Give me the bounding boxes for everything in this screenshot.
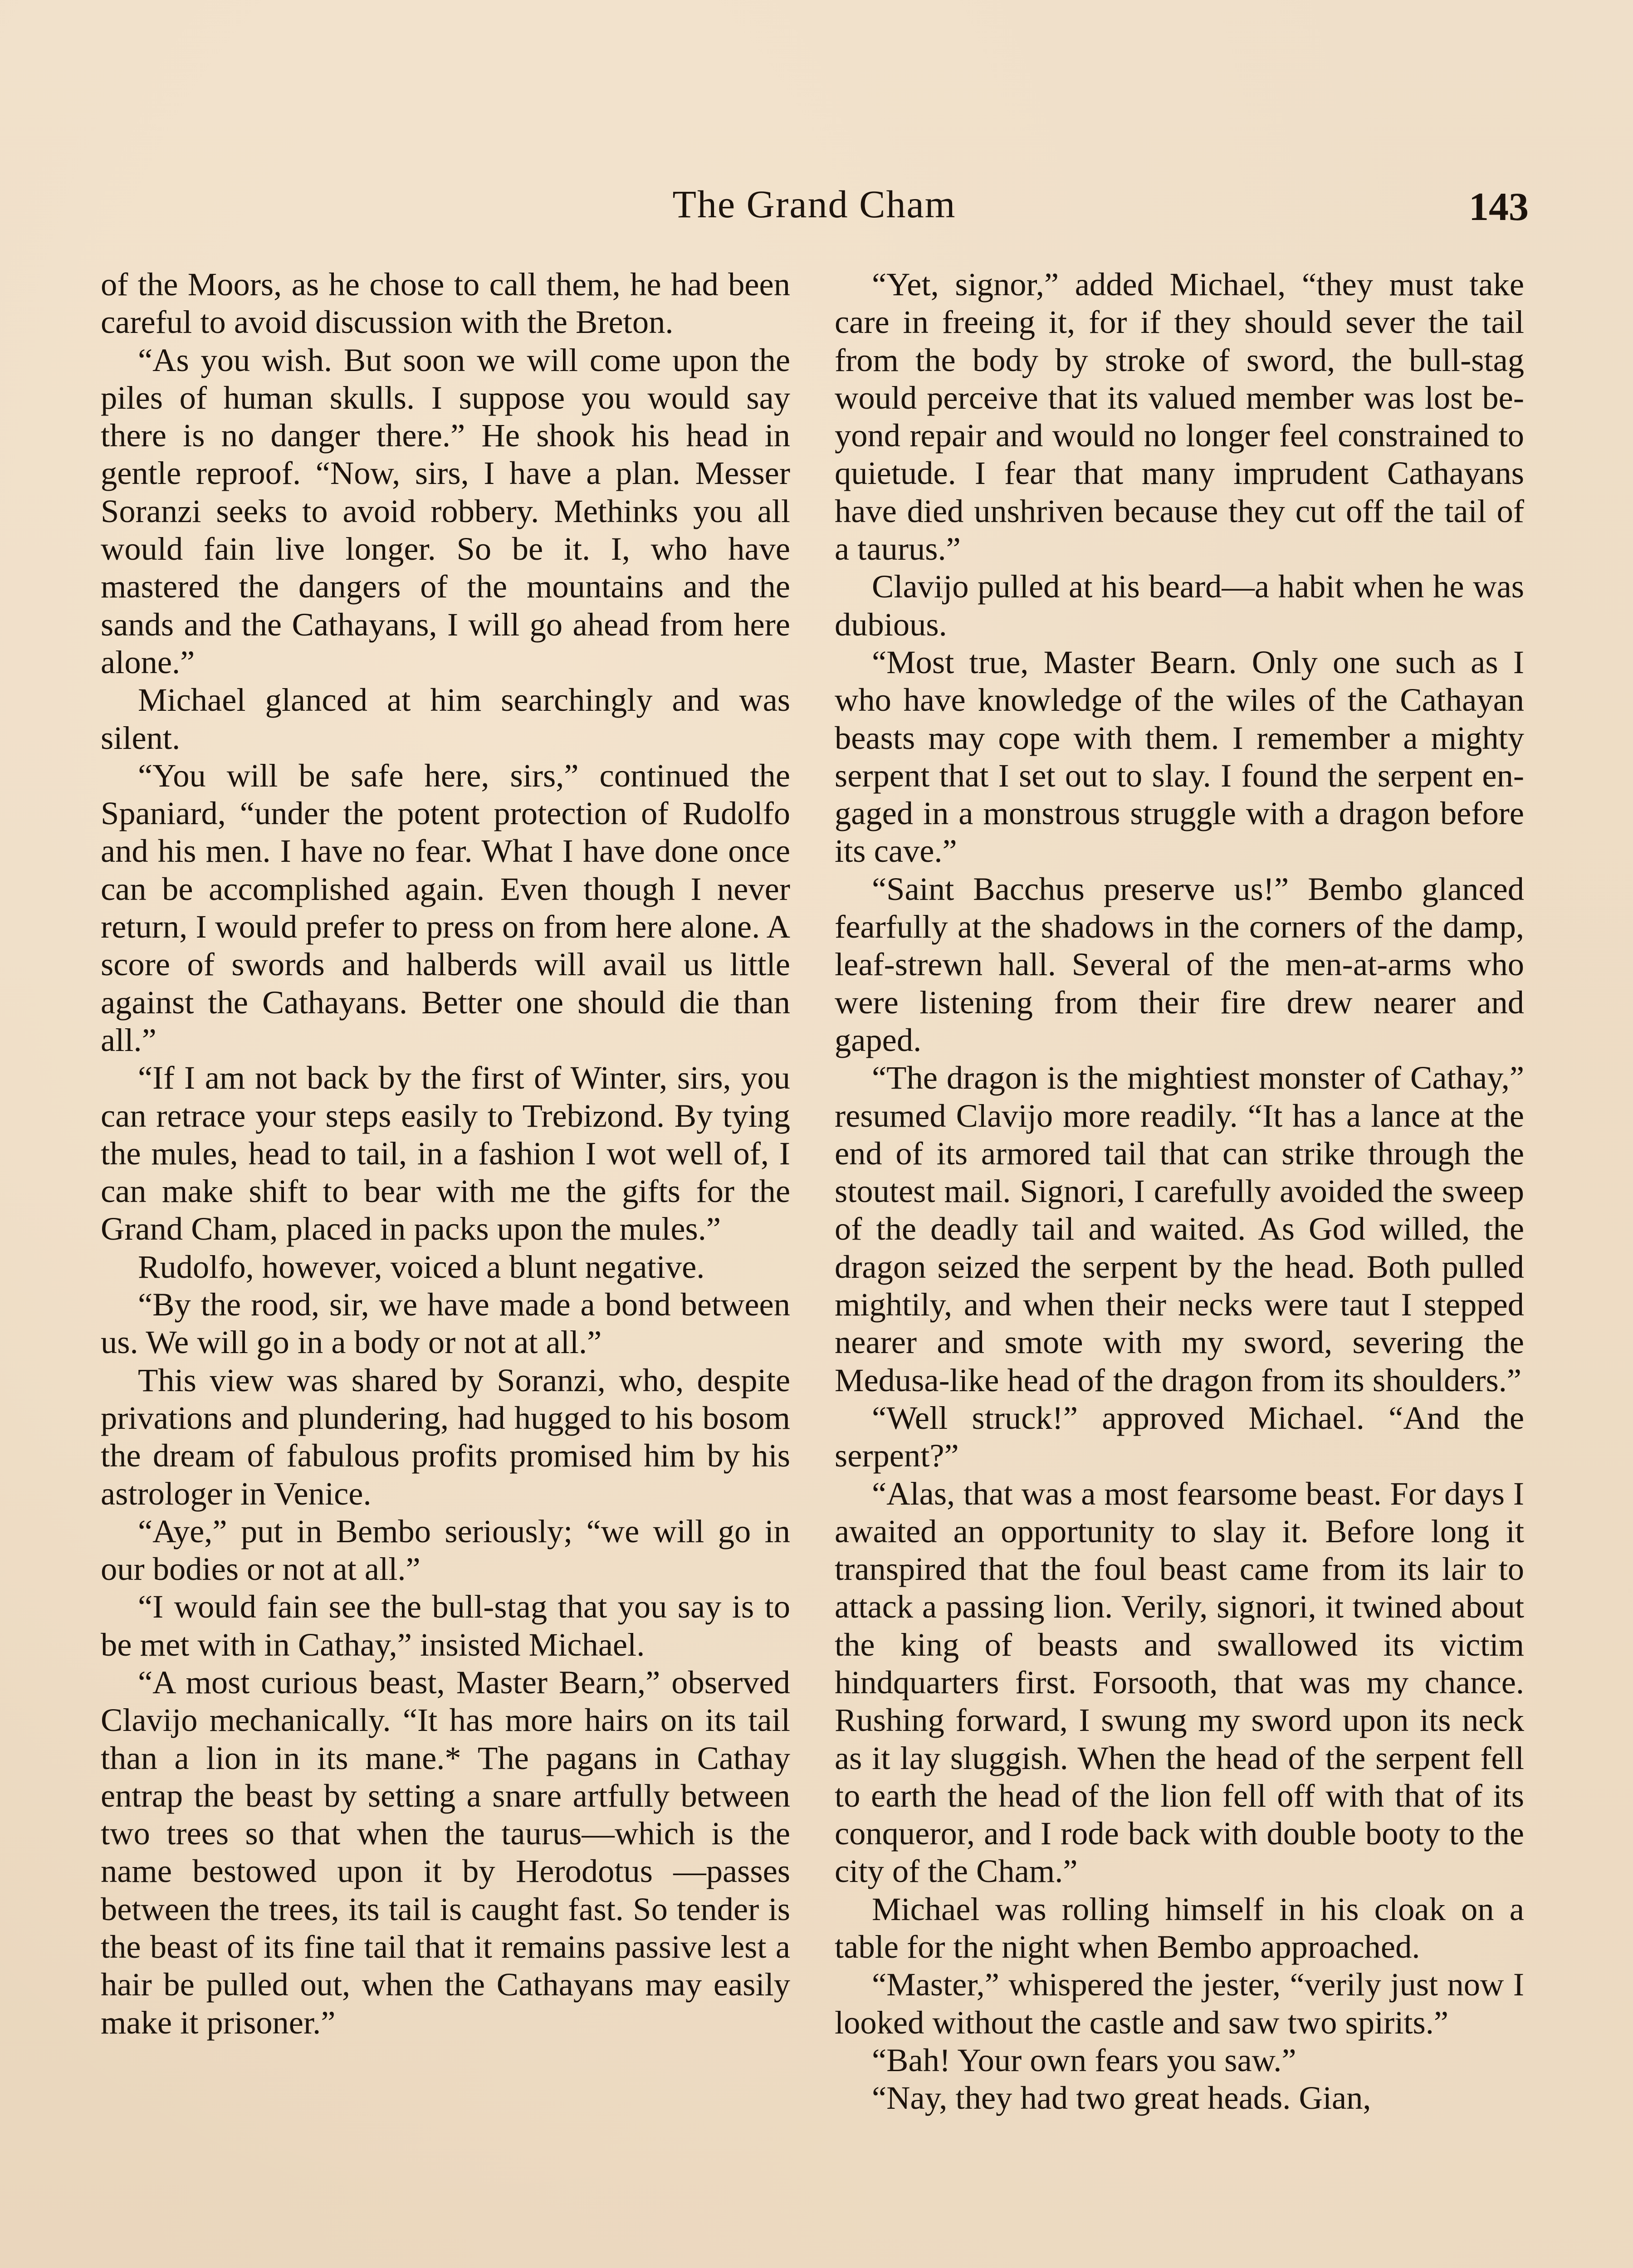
paragraph: “I would fain see the bull-stag that you say is to be met with in Cathay,” insisted Michael.	[101, 1588, 790, 1663]
paragraph: “Yet, signor,” added Michael, “they must take care in freeing it, for if they should sever the tail from the body by stroke of sword, the bull-stag would perceive that its valued member was lost beyond repair and would no longer feel constrained to quietude. I fear that many imprudent Cathayans have died unshriven because they cut off the tail of a taurus.”	[835, 266, 1524, 567]
paragraph: Clavijo pulled at his beard—a habit when he was dubious.	[835, 568, 1524, 643]
paragraph: Michael was rolling himself in his cloak on a table for the night when Bembo approached.	[835, 1890, 1524, 1965]
paragraph: “A most curious beast, Master Bearn,” observed Clavijo mechanically. “It has more hairs on its tail than a lion in its mane.* The pagans in Cathay entrap the beast by setting a snare artfully between two trees so that when the taurus—which is the name bestowed upon it by Herodotus —passes between the trees, its tail is caught fast. So tender is the beast of its fine tail that it remains passive lest a hair be pulled out, when the Cathayans may easily make it prisoner.”	[101, 1663, 790, 2041]
paragraph: “Bah! Your own fears you saw.”	[872, 2041, 1296, 2078]
paragraph: “You will be safe here, sirs,” continued the Spaniard, “under the potent protection of Rudolfo and his men. I have no fear. What I have done once can be accomplished again. Even though I never return, I would prefer to press on from here alone. A score of swords and halberds will avail us little against the Cathayans. Better one should die than all.”	[101, 757, 790, 1058]
paragraph: “The dragon is the mightiest monster of Cathay,” resumed Clavijo more readily. “It has a lance at the end of its armored tail that can strike through the stoutest mail. Signori, I carefully avoided the sweep of the deadly tail and waited. As God willed, the dragon seized the serpent by the head. Both pulled mightily, and when their necks were taut I stepped nearer and smote with my sword, severing the Medusa-like head of the dragon from its shoulders.”	[835, 1059, 1524, 1398]
paragraph: “Most true, Master Bearn. Only one such as I who have knowledge of the wiles of the Cathayan beasts may cope with them. I remember a mighty serpent that I set out to slay. I found the serpent engaged in a monstrous struggle with a dragon before its cave.”	[835, 643, 1524, 870]
paragraph: Michael glanced at him searchingly and was silent.	[101, 681, 790, 756]
paragraph: “If I am not back by the first of Winter, sirs, you can retrace your steps easily to Trebizond. By tying the mules, head to tail, in a fashion I wot well of, I can make shift to bear with me the gifts for the Grand Cham, placed in packs upon the mules.”	[101, 1059, 790, 1247]
paragraph: “Well struck!” approved Michael. “And the serpent?”	[835, 1399, 1524, 1474]
paragraph: “Nay, they had two great heads. Gian,	[872, 2079, 1371, 2116]
left-column	[101, 265, 790, 2041]
page-header	[100, 181, 1529, 231]
paragraph: “As you wish. But soon we will come upon the piles of human skulls. I suppose you would say there is no danger there.” He shook his head in gentle reproof. “Now, sirs, I have a plan. Messer Soranzi seeks to avoid robbery. Methinks you all would fain live longer. So be it. I, who have mastered the dangers of the mountains and the sands and the Cathayans, I will go ahead from here alone.”	[101, 341, 790, 680]
paragraph: “Saint Bacchus preserve us!” Bembo glanced fearfully at the shadows in the corners of the damp, leaf-strewn hall. Several of the men-at-arms who were listening from their fire drew nearer and gaped.	[835, 870, 1524, 1058]
paragraph: “Master,” whispered the jester, “verily just now I looked without the castle and saw two spirits.”	[835, 1966, 1524, 2041]
paragraph: This view was shared by Soranzi, who, despite privations and plundering, had hugged to his bosom the dream of fabulous profits promised him by his astrologer in Venice.	[101, 1361, 790, 1512]
paragraph: Rudolfo, however, voiced a blunt negative.	[138, 1248, 705, 1285]
running-title: The Grand Cham	[672, 182, 956, 226]
paragraph: of the Moors, as he chose to call them, he had been careful to avoid discussion with the Breton.	[101, 266, 790, 341]
paragraph: “Alas, that was a most fearsome beast. For days I awaited an opportunity to slay it. Before long it transpired that the foul beast came from its lair to attack a passing lion. Verily, signori, it twined about the king of beasts and swallowed its victim hindquarters first. Forsooth, that was my chance. Rushing forward, I swung my sword upon its neck as it lay sluggish. When the head of the serpent fell to earth the head of the lion fell off with that of its conqueror, and I rode back with double booty to the city of the Cham.”	[835, 1475, 1524, 1890]
right-column	[835, 265, 1524, 2117]
paragraph: “By the rood, sir, we have made a bond between us. We will go in a body or not at all.”	[101, 1286, 790, 1361]
page-number: 143	[1469, 185, 1529, 229]
paragraph: “Aye,” put in Bembo seriously; “we will go in our bodies or not at all.”	[101, 1512, 790, 1588]
